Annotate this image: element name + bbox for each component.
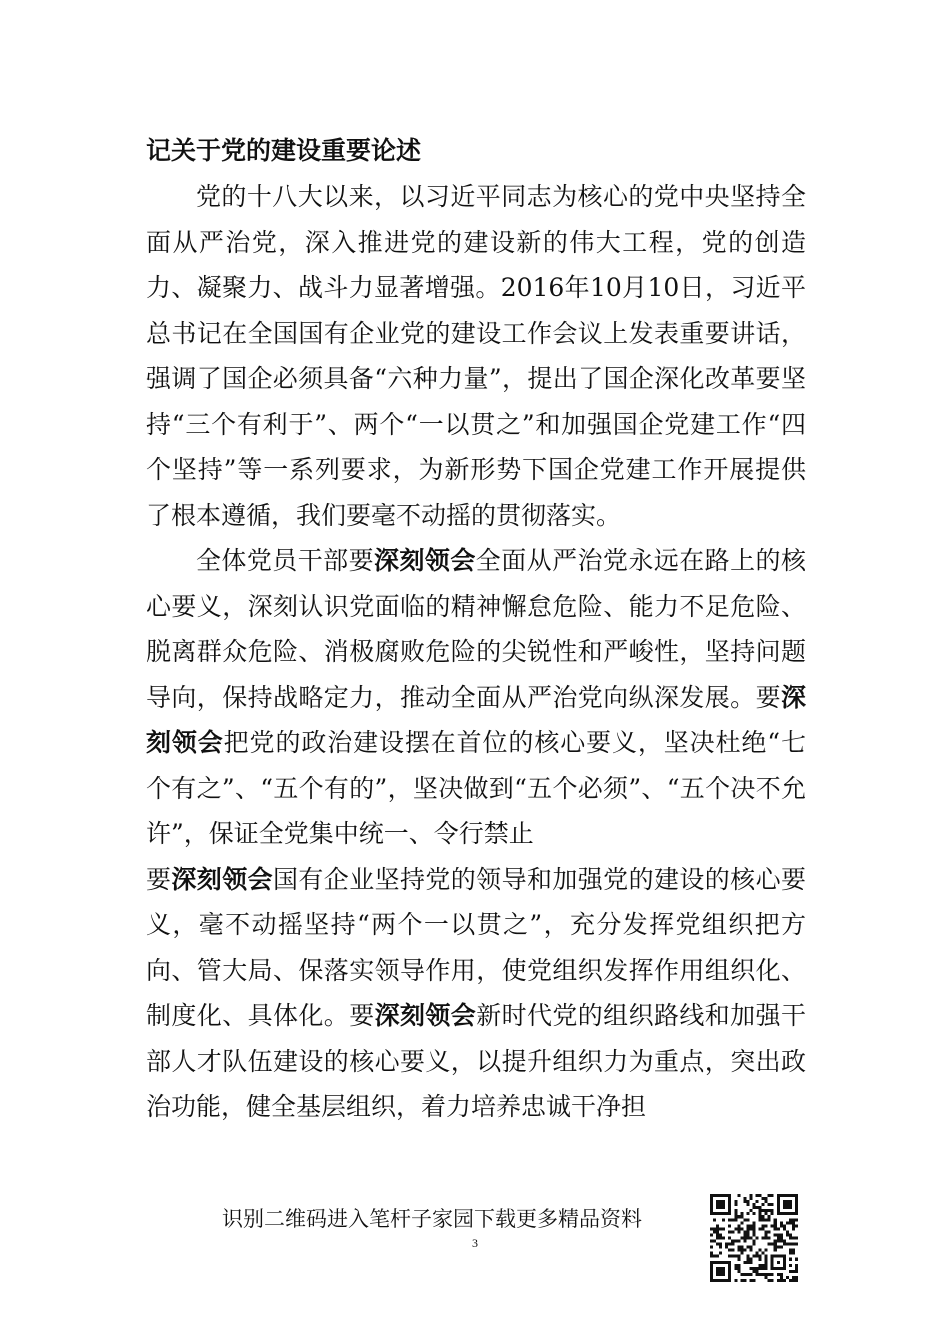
qr-module xyxy=(713,1218,716,1221)
qr-module xyxy=(752,1212,755,1215)
qr-module xyxy=(749,1224,752,1227)
qr-module xyxy=(752,1221,755,1224)
qr-module xyxy=(777,1227,780,1230)
qr-module xyxy=(746,1230,749,1233)
qr-module xyxy=(759,1206,762,1209)
qr-module xyxy=(768,1279,771,1282)
qr-module xyxy=(795,1236,798,1239)
qr-module xyxy=(746,1200,749,1203)
qr-module xyxy=(768,1243,771,1246)
qr-module xyxy=(734,1215,737,1218)
qr-module xyxy=(795,1264,798,1267)
qr-module xyxy=(756,1200,759,1203)
qr-module xyxy=(749,1258,752,1261)
qr-module xyxy=(731,1249,734,1252)
qr-module xyxy=(734,1264,737,1267)
qr-module xyxy=(780,1279,783,1282)
qr-module xyxy=(795,1279,798,1282)
qr-module xyxy=(728,1218,731,1221)
qr-module xyxy=(789,1233,792,1236)
qr-module xyxy=(746,1236,749,1239)
qr-module xyxy=(792,1221,795,1224)
qr-module xyxy=(752,1243,755,1246)
qr-module xyxy=(749,1249,752,1252)
qr-module xyxy=(768,1203,771,1206)
qr-module xyxy=(783,1240,786,1243)
qr-module xyxy=(713,1255,716,1258)
qr-module xyxy=(731,1255,734,1258)
qr-module xyxy=(713,1227,716,1230)
qr-module xyxy=(792,1249,795,1252)
qr-module xyxy=(716,1230,719,1233)
qr-module xyxy=(783,1224,786,1227)
qr-module xyxy=(762,1267,765,1270)
qr-module xyxy=(777,1246,780,1249)
qr-module xyxy=(752,1233,755,1236)
qr-module xyxy=(746,1203,749,1206)
qr-module xyxy=(789,1249,792,1252)
qr-module xyxy=(740,1236,743,1239)
qr-module xyxy=(762,1273,765,1276)
qr-module xyxy=(737,1240,740,1243)
qr-module xyxy=(752,1270,755,1273)
qr-module xyxy=(740,1273,743,1276)
qr-module xyxy=(737,1255,740,1258)
page-content xyxy=(146,128,806,1130)
qr-module xyxy=(710,1255,713,1258)
qr-module xyxy=(762,1218,765,1221)
qr-module xyxy=(780,1221,783,1224)
qr-module xyxy=(728,1230,731,1233)
qr-module xyxy=(749,1246,752,1249)
qr-module xyxy=(710,1227,713,1230)
page-number: 3 xyxy=(472,1236,478,1250)
qr-module xyxy=(795,1276,798,1279)
qr-module xyxy=(771,1224,774,1227)
qr-module xyxy=(725,1246,728,1249)
qr-module xyxy=(713,1230,716,1233)
qr-module xyxy=(765,1212,768,1215)
qr-module xyxy=(740,1227,743,1230)
paragraph-2-text: 把党的政治建设摆在首位的核心要义，坚决杜绝“七个有之”、“五个有的”，坚决做到“五个必须”、“五个决不允许”，保证全党集中统一、令行禁止 xyxy=(146,728,806,848)
qr-module xyxy=(759,1209,762,1212)
qr-module xyxy=(762,1203,765,1206)
paragraph-2-text: 全面从严治党永远在路上的核心要义，深刻认识党面临的精神懈怠危险、能力不足危险、脱离群众危险、消极腐败危险的尖锐性和严峻性，坚持问题导向，保持战略定力，推动全面从严治党向纵深发展。 xyxy=(146,546,806,712)
qr-module xyxy=(759,1255,762,1258)
paragraph-2 xyxy=(146,538,806,1130)
qr-module xyxy=(765,1233,768,1236)
qr-module xyxy=(771,1243,774,1246)
qr-module xyxy=(795,1224,798,1227)
qr-module xyxy=(719,1236,722,1239)
qr-module xyxy=(740,1221,743,1224)
qr-module xyxy=(749,1273,752,1276)
qr-module xyxy=(765,1200,768,1203)
qr-module xyxy=(756,1267,759,1270)
qr-module xyxy=(756,1255,759,1258)
qr-module xyxy=(737,1249,740,1252)
qr-module xyxy=(752,1267,755,1270)
qr-module xyxy=(713,1240,716,1243)
qr-module xyxy=(710,1252,713,1255)
qr-module xyxy=(734,1240,737,1243)
qr-module xyxy=(762,1236,765,1239)
qr-module xyxy=(719,1246,722,1249)
qr-module xyxy=(762,1197,765,1200)
qr-module xyxy=(756,1194,759,1197)
qr-module xyxy=(743,1249,746,1252)
qr-module xyxy=(771,1203,774,1206)
qr-module xyxy=(734,1279,737,1282)
qr-module xyxy=(734,1218,737,1221)
qr-module xyxy=(789,1264,792,1267)
qr-module xyxy=(792,1252,795,1255)
qr-module xyxy=(743,1279,746,1282)
qr-module xyxy=(765,1230,768,1233)
qr-module xyxy=(740,1249,743,1252)
qr-module xyxy=(789,1243,792,1246)
qr-module xyxy=(783,1227,786,1230)
qr-module xyxy=(746,1224,749,1227)
qr-module xyxy=(786,1230,789,1233)
section-heading: 记关于党的建设重要论述 xyxy=(146,136,422,165)
qr-module xyxy=(780,1240,783,1243)
qr-module xyxy=(756,1206,759,1209)
qr-module xyxy=(728,1255,731,1258)
qr-module xyxy=(765,1267,768,1270)
qr-module xyxy=(792,1276,795,1279)
qr-module xyxy=(731,1230,734,1233)
paragraph-2-text: 新时代党的组织路线和加强干部人才队伍建设的核心要义，以提升组织力为重点，突出政治功能，健全基层组织，着力培养忠诚干净担 xyxy=(146,1001,806,1121)
qr-module xyxy=(734,1255,737,1258)
qr-module xyxy=(737,1215,740,1218)
qr-module xyxy=(771,1279,774,1282)
qr-module xyxy=(756,1252,759,1255)
qr-module xyxy=(768,1236,771,1239)
paragraph-2-text: 国有企业坚持党的领导和加强党的建设的核心要义，毫不动摇坚持“两个一以贯之”，充分发挥党组织把方向、管大局、保落实领导作用，使党组织发挥作用组织化、制度化、具体化。 xyxy=(146,864,806,1030)
qr-module xyxy=(740,1246,743,1249)
qr-module xyxy=(737,1230,740,1233)
qr-module xyxy=(734,1200,737,1203)
qr-module xyxy=(759,1249,762,1252)
qr-module xyxy=(759,1258,762,1261)
qr-module xyxy=(743,1218,746,1221)
qr-module xyxy=(762,1224,765,1227)
qr-module xyxy=(716,1227,719,1230)
keyword-emphasis: 深刻领会 xyxy=(374,1001,477,1030)
qr-module xyxy=(737,1270,740,1273)
qr-module xyxy=(737,1258,740,1261)
qr-module xyxy=(728,1236,731,1239)
qr-module xyxy=(792,1270,795,1273)
qr-module xyxy=(746,1273,749,1276)
qr-module xyxy=(722,1236,725,1239)
qr-module xyxy=(777,1273,780,1276)
qr-module xyxy=(734,1227,737,1230)
qr-module xyxy=(780,1276,783,1279)
qr-module xyxy=(774,1224,777,1227)
qr-module xyxy=(765,1249,768,1252)
qr-module xyxy=(765,1264,768,1267)
qr-module xyxy=(752,1255,755,1258)
qr-module xyxy=(759,1215,762,1218)
qr-module xyxy=(759,1264,762,1267)
qr-module xyxy=(789,1221,792,1224)
qr-module xyxy=(740,1279,743,1282)
qr-module xyxy=(792,1227,795,1230)
qr-module xyxy=(749,1279,752,1282)
qr-module xyxy=(774,1240,777,1243)
qr-module xyxy=(719,1243,722,1246)
qr-module xyxy=(749,1261,752,1264)
qr-module xyxy=(716,1224,719,1227)
qr-module xyxy=(734,1267,737,1270)
qr-module xyxy=(716,1233,719,1236)
qr-module xyxy=(756,1236,759,1239)
qr-module xyxy=(716,1236,719,1239)
keyword-emphasis: 深刻领会 xyxy=(146,682,806,757)
qr-module xyxy=(792,1243,795,1246)
qr-module xyxy=(743,1261,746,1264)
qr-module xyxy=(780,1233,783,1236)
qr-module xyxy=(768,1230,771,1233)
qr-module xyxy=(780,1224,783,1227)
qr-module xyxy=(795,1270,798,1273)
qr-module xyxy=(734,1212,737,1215)
qr-module xyxy=(746,1255,749,1258)
qr-module xyxy=(786,1221,789,1224)
qr-module xyxy=(783,1243,786,1246)
qr-module xyxy=(752,1240,755,1243)
qr-module xyxy=(737,1267,740,1270)
qr-module xyxy=(746,1212,749,1215)
qr-module xyxy=(731,1243,734,1246)
qr-module xyxy=(749,1194,752,1197)
qr-module xyxy=(771,1209,774,1212)
paragraph-2-text: 要 xyxy=(755,682,781,712)
qr-module xyxy=(774,1218,777,1221)
qr-module xyxy=(752,1227,755,1230)
qr-module xyxy=(752,1206,755,1209)
qr-module xyxy=(789,1258,792,1261)
qr-module xyxy=(719,1227,722,1230)
qr-module xyxy=(737,1264,740,1267)
paragraph-1: 党的十八大以来，以习近平同志为核心的党中央坚持全面从严治党，深入推进党的建设新的伟大工程，党的创造力、凝聚力、战斗力显著增强。2016年10月10日，习近平总书记在全国国有企业党的建设工作会议上发表重要讲话，强调了国企必须具备“六种力量”，提出了国企深化改革要坚持“三个有利于”、两个“一以贯之”和加强国企党建工作“四个坚持”等一系列要求，为新形势下国企党建工作开展提供了根本遵循，我们要毫不动摇的贯彻落实。 xyxy=(146,182,806,530)
paragraph-2-text: 要 xyxy=(349,1001,375,1030)
qr-module xyxy=(710,1246,713,1249)
qr-module xyxy=(737,1246,740,1249)
qr-module xyxy=(792,1224,795,1227)
qr-module xyxy=(746,1233,749,1236)
qr-module xyxy=(777,1240,780,1243)
qr-module xyxy=(780,1273,783,1276)
qr-module xyxy=(759,1212,762,1215)
qr-module xyxy=(743,1197,746,1200)
qr-module xyxy=(765,1224,768,1227)
qr-module xyxy=(786,1233,789,1236)
qr-module xyxy=(710,1240,713,1243)
qr-module xyxy=(743,1240,746,1243)
qr-module xyxy=(752,1224,755,1227)
qr-module xyxy=(795,1243,798,1246)
qr-module xyxy=(746,1227,749,1230)
qr-module xyxy=(765,1255,768,1258)
qr-module xyxy=(752,1279,755,1282)
qr-module xyxy=(792,1279,795,1282)
qr-module xyxy=(789,1270,792,1273)
qr-module xyxy=(722,1227,725,1230)
qr-module xyxy=(759,1218,762,1221)
qr-module xyxy=(786,1276,789,1279)
qr-module xyxy=(746,1218,749,1221)
qr-module xyxy=(771,1194,774,1197)
qr-module xyxy=(749,1227,752,1230)
qr-module xyxy=(777,1236,780,1239)
qr-module xyxy=(731,1240,734,1243)
qr-module xyxy=(789,1218,792,1221)
qr-module xyxy=(716,1255,719,1258)
qr-module xyxy=(746,1258,749,1261)
footer-promo-text: 识别二维码进入笔杆子家园下载更多精品资料 xyxy=(222,1207,642,1231)
qr-module xyxy=(774,1243,777,1246)
keyword-emphasis: 深刻领会 xyxy=(374,546,476,575)
qr-module xyxy=(765,1261,768,1264)
qr-module xyxy=(734,1203,737,1206)
qr-module xyxy=(780,1236,783,1239)
qr-module xyxy=(728,1224,731,1227)
qr-module xyxy=(771,1212,774,1215)
qr-module xyxy=(765,1276,768,1279)
qr-module xyxy=(737,1194,740,1197)
qr-module xyxy=(743,1230,746,1233)
qr-module xyxy=(734,1209,737,1212)
qr-module xyxy=(737,1227,740,1230)
qr-module xyxy=(795,1218,798,1221)
qr-module xyxy=(743,1233,746,1236)
qr-module xyxy=(795,1267,798,1270)
qr-module xyxy=(752,1203,755,1206)
qr-module xyxy=(749,1209,752,1212)
qr-code-icon[interactable] xyxy=(710,1194,798,1282)
qr-module xyxy=(746,1261,749,1264)
qr-module xyxy=(768,1215,771,1218)
qr-module xyxy=(771,1273,774,1276)
paragraph-2-text: 全体党员干部要 xyxy=(196,546,375,575)
qr-module xyxy=(762,1264,765,1267)
qr-module xyxy=(765,1218,768,1221)
qr-module xyxy=(762,1227,765,1230)
qr-module xyxy=(768,1209,771,1212)
qr-module xyxy=(786,1243,789,1246)
qr-module xyxy=(789,1252,792,1255)
qr-module xyxy=(792,1218,795,1221)
qr-module xyxy=(719,1252,722,1255)
qr-module xyxy=(765,1273,768,1276)
qr-module xyxy=(762,1252,765,1255)
qr-module xyxy=(795,1258,798,1261)
keyword-emphasis: 深刻领会 xyxy=(171,864,273,894)
qr-module xyxy=(759,1227,762,1230)
qr-module xyxy=(780,1246,783,1249)
qr-module xyxy=(774,1249,777,1252)
qr-module xyxy=(774,1246,777,1249)
qr-module xyxy=(762,1209,765,1212)
qr-module xyxy=(774,1221,777,1224)
qr-module xyxy=(710,1233,713,1236)
qr-module xyxy=(756,1270,759,1273)
qr-module xyxy=(759,1194,762,1197)
qr-module xyxy=(719,1233,722,1236)
qr-module xyxy=(749,1197,752,1200)
qr-module xyxy=(789,1279,792,1282)
qr-module xyxy=(765,1258,768,1261)
qr-module xyxy=(792,1236,795,1239)
qr-module xyxy=(765,1236,768,1239)
qr-module xyxy=(765,1209,768,1212)
qr-module xyxy=(737,1224,740,1227)
qr-module xyxy=(762,1215,765,1218)
qr-module xyxy=(752,1230,755,1233)
qr-module xyxy=(768,1194,771,1197)
qr-module xyxy=(768,1218,771,1221)
qr-module xyxy=(768,1273,771,1276)
qr-module xyxy=(749,1267,752,1270)
qr-module xyxy=(740,1212,743,1215)
qr-module xyxy=(777,1233,780,1236)
qr-module xyxy=(743,1200,746,1203)
qr-module xyxy=(777,1279,780,1282)
qr-module xyxy=(722,1218,725,1221)
qr-module xyxy=(756,1273,759,1276)
paragraph-2-text: 要 xyxy=(146,864,172,894)
qr-module xyxy=(746,1246,749,1249)
qr-module xyxy=(783,1279,786,1282)
qr-module xyxy=(759,1273,762,1276)
qr-module xyxy=(774,1227,777,1230)
qr-module xyxy=(743,1273,746,1276)
qr-module xyxy=(789,1236,792,1239)
qr-module xyxy=(749,1236,752,1239)
qr-module xyxy=(728,1249,731,1252)
qr-module xyxy=(728,1243,731,1246)
qr-module xyxy=(765,1197,768,1200)
paragraph-2-line xyxy=(146,857,806,1130)
qr-module xyxy=(716,1243,719,1246)
qr-module xyxy=(759,1267,762,1270)
qr-module xyxy=(740,1252,743,1255)
qr-module xyxy=(743,1236,746,1239)
qr-module xyxy=(774,1233,777,1236)
qr-module xyxy=(740,1215,743,1218)
qr-module xyxy=(725,1243,728,1246)
qr-module xyxy=(731,1218,734,1221)
